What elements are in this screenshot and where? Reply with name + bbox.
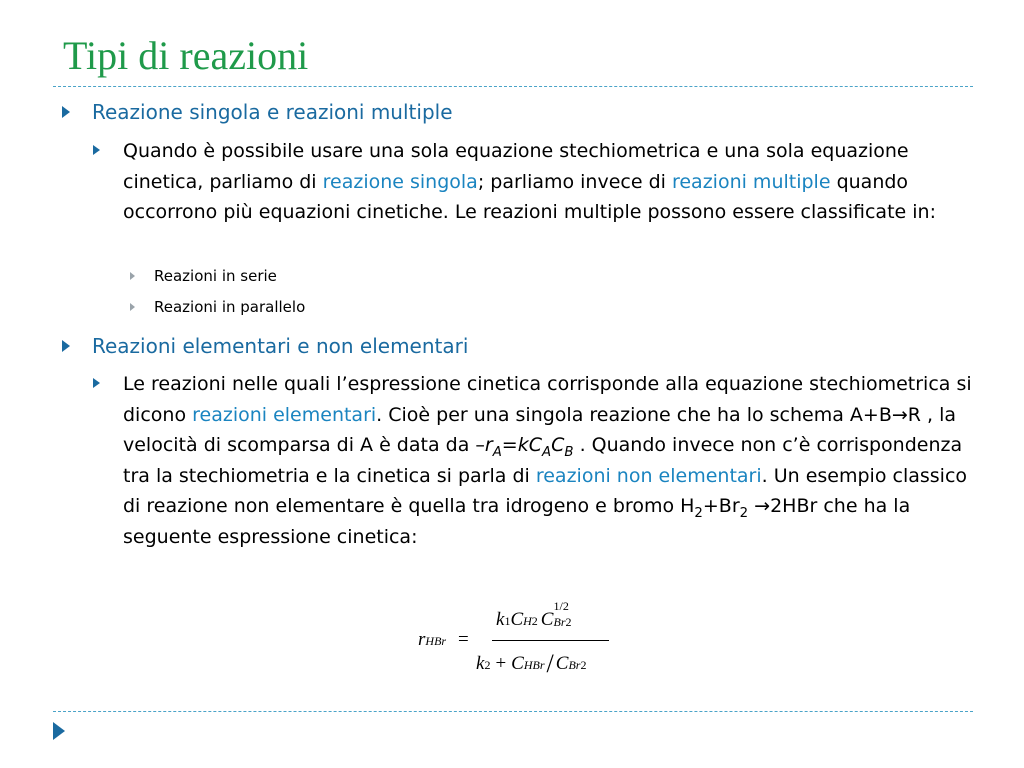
formula-numerator (496, 599, 579, 631)
formula-denominator (476, 649, 586, 679)
list-item-label: Reazioni in serie (154, 267, 277, 285)
num-exponent: 1/2 (553, 599, 569, 613)
paragraph-text (123, 136, 973, 228)
lhs-symbol: r (418, 629, 426, 650)
paragraph-text (123, 369, 973, 553)
num-c: C (510, 609, 524, 630)
list-item-label: Reazioni in parallelo (154, 298, 306, 316)
num-c2-sub: Br (553, 615, 566, 629)
den-c2-sub: Br (568, 658, 581, 672)
den-c-sub: HBr (523, 658, 545, 672)
subscript: 2 (694, 506, 703, 522)
rate-subscript: A (492, 444, 502, 460)
den-k: k (476, 653, 485, 674)
den-k-sub: 2 (484, 658, 491, 672)
text-segment: Quando è possibile usare una sola equazione stechiometrica e una sola equazione cinetica, parliamo di (123, 140, 909, 193)
formula-lhs (418, 629, 446, 651)
den-slash: / (546, 649, 554, 678)
concentration-subscript: A (542, 444, 552, 460)
rate-constant: k (517, 434, 529, 457)
bullet-triangle-icon (130, 272, 135, 280)
concentration-symbol: C (528, 434, 543, 457)
concentration-symbol: C (551, 434, 565, 457)
text-segment: . Un esempio classico di reazione non elementare è quella tra idrogeno e bromo H (123, 464, 968, 518)
num-c-sub2: 2 (531, 614, 538, 628)
bullet-triangle-icon (93, 145, 100, 155)
section-heading-text: Reazioni elementari e non elementari (92, 334, 469, 358)
num-k-sub: 1 (504, 614, 511, 628)
subscript: 2 (739, 506, 749, 522)
concentration-subscript: B (564, 444, 574, 460)
den-plus: + (495, 653, 507, 674)
bullet-triangle-icon (62, 340, 70, 352)
term-reazioni-multiple: reazioni multiple (671, 170, 831, 193)
bullet-triangle-icon (93, 378, 100, 388)
rate-symbol: r (484, 434, 493, 457)
num-c-sub: H (523, 614, 532, 628)
text-segment: quando occorrono più equazioni cinetiche. Le reazioni multiple possono essere classificate in: (123, 170, 936, 224)
den-c2-sub2: 2 (580, 658, 587, 672)
bottom-divider (53, 711, 973, 712)
section-heading-text: Reazione singola e reazioni multiple (92, 100, 453, 124)
num-c2-sub-wrap (553, 615, 571, 630)
num-c2: C (540, 609, 554, 630)
lhs-subscript: HBr (425, 634, 447, 648)
term-reazioni-non-elementari: reazioni non elementari (535, 464, 762, 487)
formula-equals: = (458, 629, 469, 650)
text-segment: . Quando invece non c’è corrispondenza tra la stechiometria e la cinetica si parla di (123, 434, 963, 487)
den-c2: C (555, 653, 569, 674)
num-c2-scripts (553, 599, 579, 629)
text-segment: +Br (702, 495, 740, 518)
text-segment: Le reazioni nelle quali l’espressione cinetica corrisponde alla equazione stechiometrica si dicono (123, 373, 972, 426)
num-c2-sub2: 2 (565, 615, 572, 629)
nav-arrow-icon[interactable] (53, 722, 65, 740)
text-segment: ; parliamo invece di (477, 170, 672, 193)
top-divider (53, 86, 973, 87)
term-reazione-singola: reazione singola (322, 170, 478, 193)
bullet-triangle-icon (62, 106, 70, 118)
den-c: C (511, 653, 524, 674)
rate-equals: = (501, 434, 518, 457)
term-reazioni-elementari: reazioni elementari (192, 403, 377, 426)
text-segment: →2HBr che ha la seguente espressione cinetica: (123, 495, 911, 548)
bullet-triangle-icon (130, 303, 135, 311)
num-k: k (496, 609, 505, 630)
slide-title: Tipi di reazioni (63, 33, 309, 78)
fraction-bar (492, 640, 609, 641)
text-segment: . Cioè per una singola reazione che ha lo schema A+B→R , la velocità di scomparsa di A è data da – (123, 403, 957, 457)
